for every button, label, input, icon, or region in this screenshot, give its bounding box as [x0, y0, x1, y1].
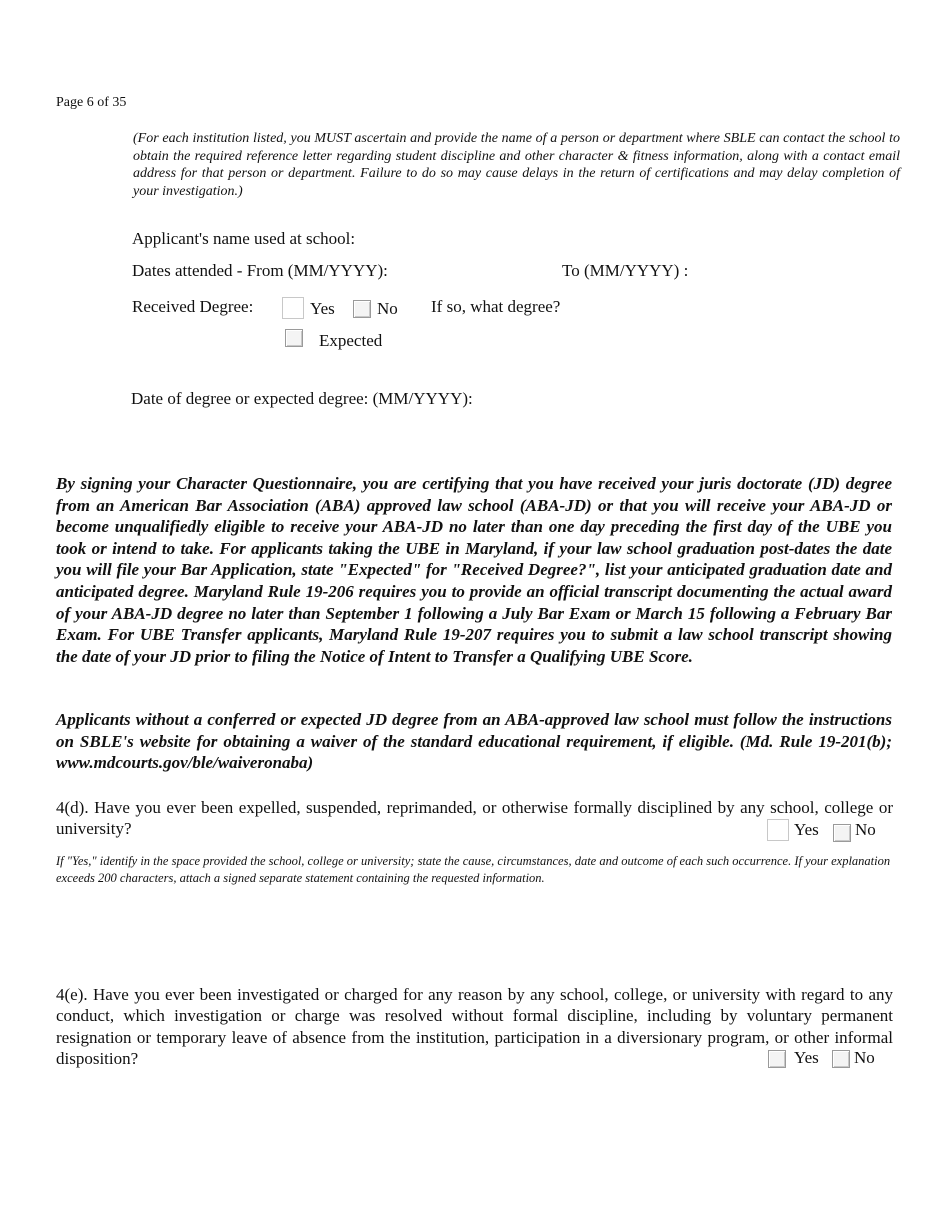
which-degree-label: If so, what degree? — [431, 297, 561, 316]
question-4d-no-label: No — [855, 820, 876, 839]
received-degree-no-checkbox[interactable] — [353, 300, 371, 318]
question-4d-yes-checkbox[interactable] — [767, 819, 789, 841]
degree-expected-label: Expected — [319, 331, 383, 350]
question-4e-text: 4(e). Have you ever been investigated or charged for any reason by any school, college, or university with regard to any conduct, which investigation or charge was resolved without formal discipline, including by voluntary permanent resignation or temporary leave of absence from the institution, participation in a diversionary program, or other informal disposition? — [56, 985, 893, 1069]
date-of-degree-label: Date of degree or expected degree: (MM/YYYY): — [131, 389, 473, 408]
received-degree-label: Received Degree: — [132, 297, 254, 316]
waiver-paragraph: Applicants without a conferred or expected JD degree from an ABA-approved law school must follow the instructions on SBLE's website for obtaining a waiver of the standard educational requirement, if eligible. (Md. Rule 19-201(b); www.mdcourts.gov/ble/waiveronaba) — [56, 710, 892, 773]
institution-instructions: (For each institution listed, you MUST ascertain and provide the name of a person or department where SBLE can contact the school to obtain the required reference letter regarding student discipline and other character & fitness information, along with a contact email address for that person or department. Failure to do so may cause delays in the return of certifications and may delay completion of your investigation.) — [133, 131, 900, 199]
question-4d-no-checkbox[interactable] — [833, 824, 851, 842]
question-4e-yes-label: Yes — [794, 1048, 819, 1067]
question-4d-instructions: If "Yes," identify in the space provided the school, college or university; state the cause, circumstances, date and outcome of each such occurrence. If your explanation exceeds 200 characters, attach a signed separate statement containing the requested information. — [56, 854, 891, 885]
question-4e-no-label: No — [854, 1048, 875, 1067]
received-degree-no-label: No — [377, 299, 398, 318]
applicant-name-label: Applicant's name used at school: — [132, 229, 356, 248]
question-4e-no-checkbox[interactable] — [832, 1050, 850, 1068]
dates-to-label: To (MM/YYYY) : — [562, 261, 689, 280]
certification-paragraph: By signing your Character Questionnaire, you are certifying that you have received your juris doctorate (JD) degree from an American Bar Association (ABA) approved law school (ABA-JD) or that you will receive your ABA-JD or become unqualifiedly eligible to receive your ABA-JD no later than one day preceding the first day of the UBE you took or intend to take. For applicants taking the UBE in Maryland, if your law school graduation post-dates the date you will file your Bar Application, state "Expected" for "Received Degree?", list your anticipated graduation date and anticipated degree. Maryland Rule 19-206 requires you to provide an official transcript documenting the actual award of your ABA-JD degree no later than September 1 following a July Bar Exam or March 15 following a February Bar Exam. For UBE Transfer applicants, Maryland Rule 19-207 requires you to submit a law school transcript showing the date of your JD prior to filing the Notice of Intent to Transfer a Qualifying UBE Score. — [56, 474, 892, 666]
received-degree-yes-checkbox[interactable] — [282, 297, 304, 319]
question-4d-text: 4(d). Have you ever been expelled, suspended, reprimanded, or otherwise formally disciplined by any school, college or university? — [56, 798, 893, 839]
page-number: Page 6 of 35 — [56, 95, 127, 110]
degree-expected-checkbox[interactable] — [285, 329, 303, 347]
received-degree-yes-label: Yes — [310, 299, 335, 318]
question-4e-yes-checkbox[interactable] — [768, 1050, 786, 1068]
question-4d-yes-label: Yes — [794, 820, 819, 839]
dates-from-label: Dates attended - From (MM/YYYY): — [132, 261, 388, 280]
